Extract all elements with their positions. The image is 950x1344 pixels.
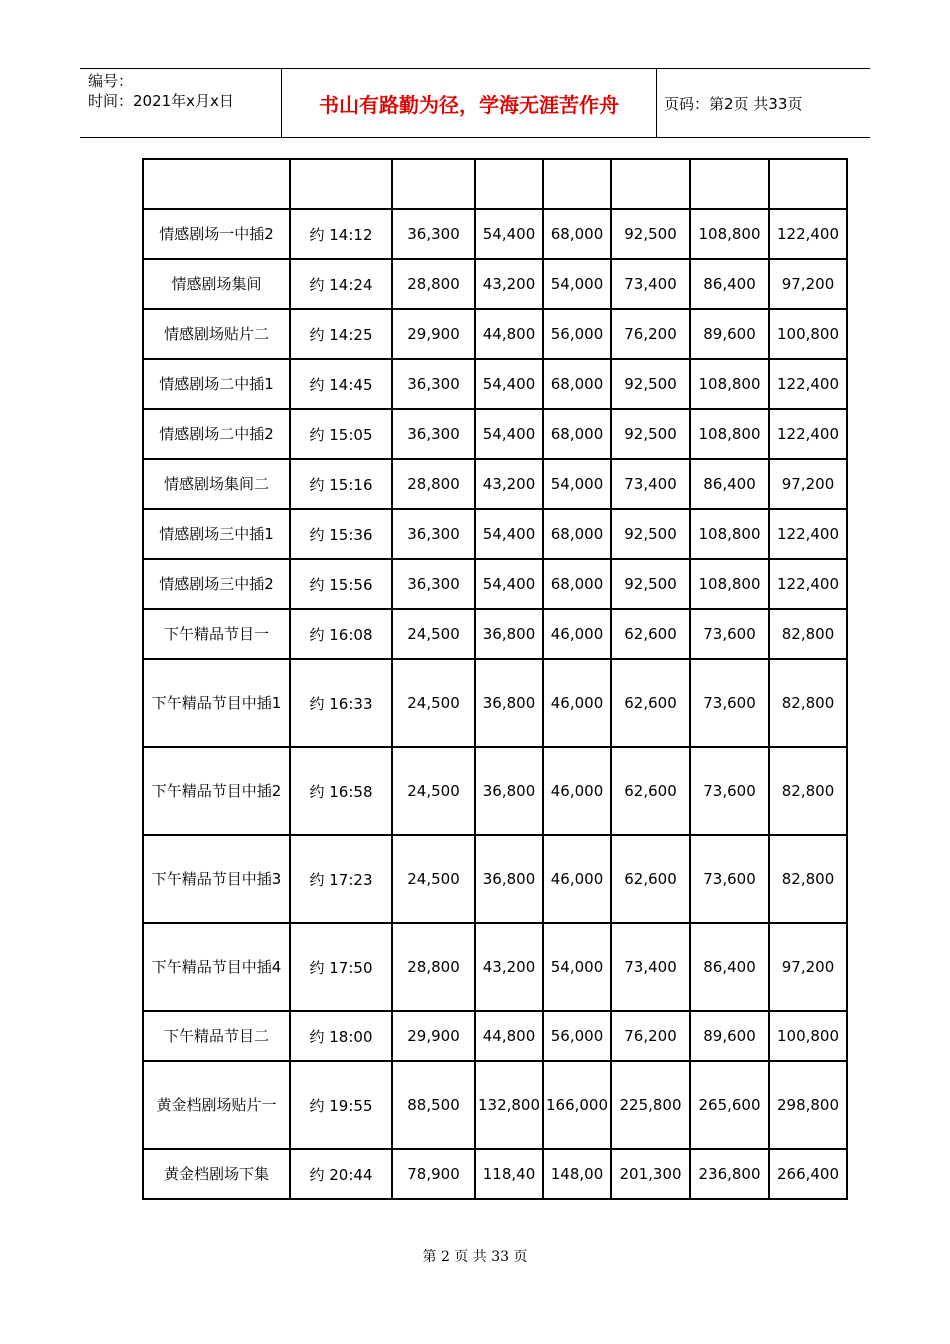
header-cell-empty xyxy=(611,159,690,209)
price-cell: 46,000 xyxy=(543,609,611,659)
table-row xyxy=(143,509,847,559)
price-cell: 73,600 xyxy=(690,747,769,835)
price-cell: 46,000 xyxy=(543,747,611,835)
time-cell: 约 16:33 xyxy=(290,659,392,747)
header-number-label: 编号： xyxy=(88,72,134,90)
price-cell: 97,200 xyxy=(769,459,847,509)
table-row xyxy=(143,409,847,459)
program-name-cell: 下午精品节目中插4 xyxy=(143,923,290,1011)
price-cell: 86,400 xyxy=(690,459,769,509)
header-page-info: 页码：第2页 共33页 xyxy=(664,94,803,113)
price-cell: 36,300 xyxy=(392,209,475,259)
price-cell: 225,800 xyxy=(611,1061,690,1149)
price-cell: 28,800 xyxy=(392,923,475,1011)
program-name-cell: 情感剧场集间 xyxy=(143,259,290,309)
table-row xyxy=(143,923,847,1011)
table-header-row xyxy=(143,159,847,209)
price-cell: 82,800 xyxy=(769,835,847,923)
price-cell: 73,400 xyxy=(611,459,690,509)
price-cell: 108,800 xyxy=(690,209,769,259)
price-cell: 76,200 xyxy=(611,309,690,359)
price-cell: 46,000 xyxy=(543,659,611,747)
header-cell-empty xyxy=(543,159,611,209)
program-name-cell: 黄金档剧场贴片一 xyxy=(143,1061,290,1149)
price-cell: 73,600 xyxy=(690,659,769,747)
page-header xyxy=(80,68,870,138)
price-cell: 43,200 xyxy=(475,923,543,1011)
price-cell: 86,400 xyxy=(690,923,769,1011)
price-cell: 73,600 xyxy=(690,835,769,923)
table-row xyxy=(143,1011,847,1061)
price-cell: 28,800 xyxy=(392,259,475,309)
price-cell: 36,800 xyxy=(475,659,543,747)
price-cell: 122,400 xyxy=(769,359,847,409)
price-cell: 122,400 xyxy=(769,409,847,459)
price-cell: 36,800 xyxy=(475,747,543,835)
table-row xyxy=(143,1149,847,1199)
table-row xyxy=(143,835,847,923)
price-cell: 132,800 xyxy=(475,1061,543,1149)
price-cell: 108,800 xyxy=(690,359,769,409)
price-cell: 108,800 xyxy=(690,559,769,609)
time-cell: 约 19:55 xyxy=(290,1061,392,1149)
program-name-cell: 下午精品节目中插2 xyxy=(143,747,290,835)
price-cell: 62,600 xyxy=(611,835,690,923)
table-row xyxy=(143,659,847,747)
program-name-cell: 情感剧场三中插2 xyxy=(143,559,290,609)
program-name-cell: 情感剧场集间二 xyxy=(143,459,290,509)
price-cell: 24,500 xyxy=(392,659,475,747)
price-cell: 100,800 xyxy=(769,1011,847,1061)
price-cell: 86,400 xyxy=(690,259,769,309)
program-name-cell: 下午精品节目中插1 xyxy=(143,659,290,747)
price-cell: 97,200 xyxy=(769,923,847,1011)
price-cell: 46,000 xyxy=(543,835,611,923)
price-cell: 44,800 xyxy=(475,309,543,359)
price-cell: 92,500 xyxy=(611,409,690,459)
price-cell: 68,000 xyxy=(543,559,611,609)
price-cell: 266,400 xyxy=(769,1149,847,1199)
price-cell: 122,400 xyxy=(769,559,847,609)
price-cell: 54,000 xyxy=(543,923,611,1011)
price-cell: 54,000 xyxy=(543,459,611,509)
price-cell: 68,000 xyxy=(543,209,611,259)
price-cell: 236,800 xyxy=(690,1149,769,1199)
header-cell-empty xyxy=(475,159,543,209)
price-cell: 108,800 xyxy=(690,409,769,459)
price-table-body xyxy=(143,159,847,1199)
price-cell: 36,300 xyxy=(392,509,475,559)
time-cell: 约 15:56 xyxy=(290,559,392,609)
header-date-label: 时间：2021年x月x日 xyxy=(88,92,234,110)
header-cell-empty xyxy=(143,159,290,209)
time-cell: 约 14:45 xyxy=(290,359,392,409)
table-row xyxy=(143,209,847,259)
price-cell: 54,400 xyxy=(475,409,543,459)
program-name-cell: 下午精品节目一 xyxy=(143,609,290,659)
price-cell: 62,600 xyxy=(611,659,690,747)
price-cell: 24,500 xyxy=(392,609,475,659)
price-cell: 122,400 xyxy=(769,509,847,559)
price-cell: 36,300 xyxy=(392,359,475,409)
price-cell: 68,000 xyxy=(543,359,611,409)
price-cell: 92,500 xyxy=(611,559,690,609)
price-cell: 54,400 xyxy=(475,359,543,409)
header-motto: 书山有路勤为径，学海无涯苦作舟 xyxy=(281,69,657,137)
time-cell: 约 14:12 xyxy=(290,209,392,259)
price-cell: 29,900 xyxy=(392,309,475,359)
header-cell-empty xyxy=(290,159,392,209)
price-table xyxy=(142,158,848,1200)
table-row xyxy=(143,609,847,659)
price-cell: 73,400 xyxy=(611,923,690,1011)
price-cell: 36,800 xyxy=(475,835,543,923)
price-cell: 265,600 xyxy=(690,1061,769,1149)
time-cell: 约 15:05 xyxy=(290,409,392,459)
price-cell: 122,400 xyxy=(769,209,847,259)
price-cell: 62,600 xyxy=(611,747,690,835)
price-cell: 100,800 xyxy=(769,309,847,359)
price-cell: 92,500 xyxy=(611,359,690,409)
page-footer: 第 2 页 共 33 页 xyxy=(422,1249,528,1265)
price-cell: 56,000 xyxy=(543,1011,611,1061)
price-cell: 76,200 xyxy=(611,1011,690,1061)
price-cell: 298,800 xyxy=(769,1061,847,1149)
price-cell: 82,800 xyxy=(769,659,847,747)
price-cell: 54,000 xyxy=(543,259,611,309)
price-cell: 68,000 xyxy=(543,509,611,559)
price-cell: 201,300 xyxy=(611,1149,690,1199)
program-name-cell: 下午精品节目二 xyxy=(143,1011,290,1061)
price-cell: 36,300 xyxy=(392,559,475,609)
price-cell: 68,000 xyxy=(543,409,611,459)
price-cell: 166,000 xyxy=(543,1061,611,1149)
price-cell: 89,600 xyxy=(690,309,769,359)
program-name-cell: 黄金档剧场下集 xyxy=(143,1149,290,1199)
price-cell: 56,000 xyxy=(543,309,611,359)
price-cell: 44,800 xyxy=(475,1011,543,1061)
price-cell: 28,800 xyxy=(392,459,475,509)
price-cell: 82,800 xyxy=(769,747,847,835)
time-cell: 约 16:08 xyxy=(290,609,392,659)
price-cell: 82,800 xyxy=(769,609,847,659)
time-cell: 约 17:23 xyxy=(290,835,392,923)
price-cell: 43,200 xyxy=(475,459,543,509)
price-cell: 24,500 xyxy=(392,747,475,835)
header-meta xyxy=(88,71,278,111)
table-row xyxy=(143,359,847,409)
table-row xyxy=(143,559,847,609)
price-cell: 54,400 xyxy=(475,509,543,559)
price-cell: 88,500 xyxy=(392,1061,475,1149)
price-cell: 92,500 xyxy=(611,209,690,259)
time-cell: 约 15:16 xyxy=(290,459,392,509)
header-cell-empty xyxy=(769,159,847,209)
table-row xyxy=(143,1061,847,1149)
price-cell: 78,900 xyxy=(392,1149,475,1199)
time-cell: 约 14:25 xyxy=(290,309,392,359)
price-cell: 36,300 xyxy=(392,409,475,459)
program-name-cell: 情感剧场一中插2 xyxy=(143,209,290,259)
time-cell: 约 15:36 xyxy=(290,509,392,559)
price-cell: 24,500 xyxy=(392,835,475,923)
price-cell: 73,400 xyxy=(611,259,690,309)
price-cell: 89,600 xyxy=(690,1011,769,1061)
time-cell: 约 18:00 xyxy=(290,1011,392,1061)
program-name-cell: 下午精品节目中插3 xyxy=(143,835,290,923)
table-row xyxy=(143,459,847,509)
price-cell: 36,800 xyxy=(475,609,543,659)
table-row xyxy=(143,309,847,359)
time-cell: 约 16:58 xyxy=(290,747,392,835)
program-name-cell: 情感剧场二中插1 xyxy=(143,359,290,409)
price-cell: 54,400 xyxy=(475,209,543,259)
price-cell: 43,200 xyxy=(475,259,543,309)
header-cell-empty xyxy=(690,159,769,209)
price-cell: 118,40 xyxy=(475,1149,543,1199)
price-cell: 108,800 xyxy=(690,509,769,559)
price-cell: 92,500 xyxy=(611,509,690,559)
time-cell: 约 17:50 xyxy=(290,923,392,1011)
price-cell: 54,400 xyxy=(475,559,543,609)
program-name-cell: 情感剧场三中插1 xyxy=(143,509,290,559)
price-cell: 148,00 xyxy=(543,1149,611,1199)
price-cell: 73,600 xyxy=(690,609,769,659)
table-row xyxy=(143,259,847,309)
time-cell: 约 20:44 xyxy=(290,1149,392,1199)
price-cell: 29,900 xyxy=(392,1011,475,1061)
table-row xyxy=(143,747,847,835)
program-name-cell: 情感剧场贴片二 xyxy=(143,309,290,359)
time-cell: 约 14:24 xyxy=(290,259,392,309)
price-cell: 97,200 xyxy=(769,259,847,309)
price-cell: 62,600 xyxy=(611,609,690,659)
program-name-cell: 情感剧场二中插2 xyxy=(143,409,290,459)
header-cell-empty xyxy=(392,159,475,209)
